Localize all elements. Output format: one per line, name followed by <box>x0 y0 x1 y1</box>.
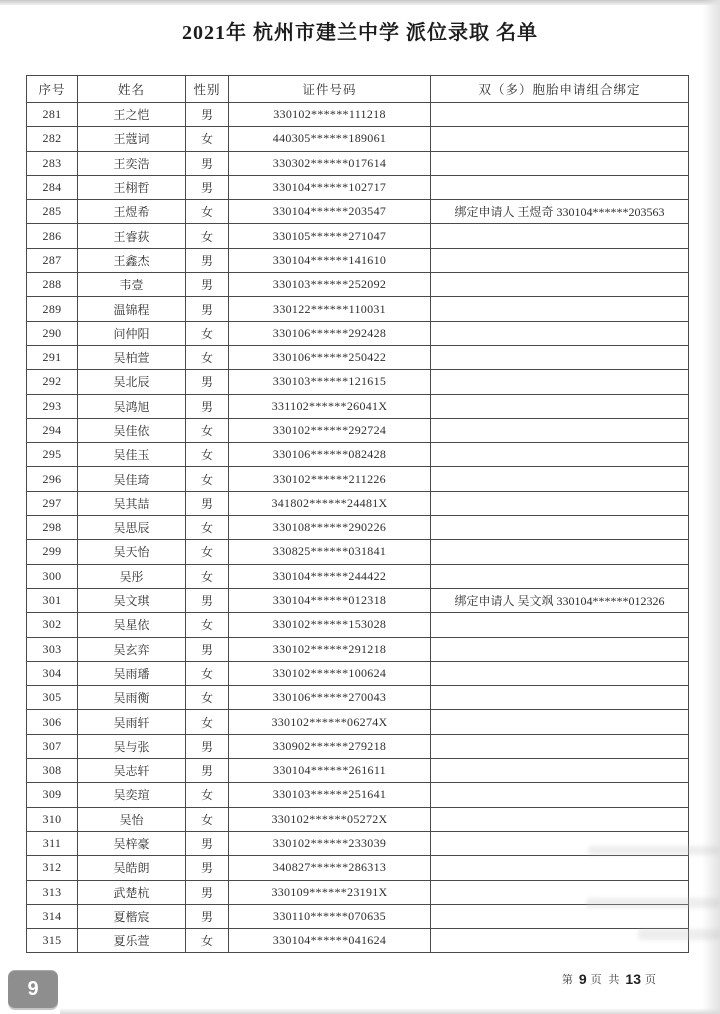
cell-no: 282 <box>27 127 78 151</box>
cell-gender: 女 <box>186 929 229 953</box>
cell-id: 330103******251641 <box>229 783 431 807</box>
cell-gender: 男 <box>186 248 229 272</box>
footer-page-number: 9 <box>578 971 587 987</box>
cell-binding <box>431 540 689 564</box>
cell-binding <box>431 783 689 807</box>
table-row <box>27 224 689 248</box>
cell-binding <box>431 491 689 515</box>
cell-name: 吴雨衡 <box>78 686 186 710</box>
cell-no: 283 <box>27 151 78 175</box>
cell-no: 300 <box>27 564 78 588</box>
cell-binding <box>431 637 689 661</box>
cell-id: 330102******05272X <box>229 807 431 831</box>
cell-id: 330102******211226 <box>229 467 431 491</box>
footer-text: 页 共 <box>590 974 622 986</box>
watermark-smudge <box>586 898 720 908</box>
cell-id: 330109******23191X <box>229 880 431 904</box>
cell-name: 吴文琪 <box>78 588 186 612</box>
cell-id: 330102******100624 <box>229 661 431 685</box>
cell-gender: 女 <box>186 516 229 540</box>
cell-name: 王蔻词 <box>78 127 186 151</box>
table-body <box>27 103 689 953</box>
cell-binding <box>431 175 689 199</box>
cell-gender: 女 <box>186 200 229 224</box>
cell-name: 吴其喆 <box>78 491 186 515</box>
cell-no: 304 <box>27 661 78 685</box>
cell-binding <box>431 807 689 831</box>
cell-binding <box>431 224 689 248</box>
table-row <box>27 151 689 175</box>
cell-gender: 男 <box>186 491 229 515</box>
table-row <box>27 637 689 661</box>
cell-gender: 男 <box>186 273 229 297</box>
cell-id: 330102******06274X <box>229 710 431 734</box>
table-row <box>27 175 689 199</box>
cell-gender: 女 <box>186 321 229 345</box>
cell-no: 308 <box>27 759 78 783</box>
cell-binding <box>431 686 689 710</box>
cell-name: 吴北辰 <box>78 370 186 394</box>
cell-no: 291 <box>27 345 78 369</box>
cell-id: 330104******261611 <box>229 759 431 783</box>
cell-no: 297 <box>27 491 78 515</box>
cell-no: 305 <box>27 686 78 710</box>
cell-id: 330104******041624 <box>229 929 431 953</box>
cell-no: 299 <box>27 540 78 564</box>
cell-gender: 男 <box>186 734 229 758</box>
cell-no: 285 <box>27 200 78 224</box>
cell-name: 吴怡 <box>78 807 186 831</box>
cell-binding <box>431 613 689 637</box>
cell-id: 330102******233039 <box>229 831 431 855</box>
cell-binding <box>431 370 689 394</box>
cell-name: 吴鸿旭 <box>78 394 186 418</box>
cell-name: 吴天怡 <box>78 540 186 564</box>
cell-id: 330102******292724 <box>229 418 431 442</box>
cell-name: 王睿荻 <box>78 224 186 248</box>
cell-name: 吴柏萱 <box>78 345 186 369</box>
cell-gender: 女 <box>186 783 229 807</box>
cell-gender: 女 <box>186 564 229 588</box>
cell-id: 330110******070635 <box>229 904 431 928</box>
table-row <box>27 103 689 127</box>
cell-id: 331102******26041X <box>229 394 431 418</box>
table-row <box>27 345 689 369</box>
page-footer <box>562 971 658 987</box>
cell-no: 315 <box>27 929 78 953</box>
table-row <box>27 564 689 588</box>
cell-id: 330825******031841 <box>229 540 431 564</box>
table-row <box>27 394 689 418</box>
cell-id: 330102******153028 <box>229 613 431 637</box>
footer-text: 第 <box>561 974 575 986</box>
cell-binding <box>431 418 689 442</box>
watermark-smudge <box>588 846 720 855</box>
cell-id: 330108******290226 <box>229 516 431 540</box>
cell-id: 330102******291218 <box>229 637 431 661</box>
cell-binding: 绑定申请人 王煜奇 330104******203563 <box>431 200 689 224</box>
cell-name: 吴佳依 <box>78 418 186 442</box>
table-row <box>27 686 689 710</box>
cell-binding <box>431 516 689 540</box>
cell-id: 330106******270043 <box>229 686 431 710</box>
cell-name: 吴奕瑄 <box>78 783 186 807</box>
table-row <box>27 297 689 321</box>
footer-total-pages: 13 <box>625 971 641 987</box>
cell-name: 吴梓豪 <box>78 831 186 855</box>
header-twin-binding: 双（多）胞胎申请组合绑定 <box>431 76 689 103</box>
cell-name: 吴佳玉 <box>78 443 186 467</box>
cell-id: 330104******203547 <box>229 200 431 224</box>
table-row <box>27 127 689 151</box>
cell-id: 440305******189061 <box>229 127 431 151</box>
cell-name: 韦壹 <box>78 273 186 297</box>
cell-id: 330122******110031 <box>229 297 431 321</box>
cell-binding <box>431 564 689 588</box>
admission-roster-table <box>26 75 689 953</box>
cell-gender: 女 <box>186 467 229 491</box>
table-row <box>27 734 689 758</box>
cell-gender: 男 <box>186 880 229 904</box>
cell-gender: 男 <box>186 637 229 661</box>
table-row <box>27 273 689 297</box>
cell-no: 289 <box>27 297 78 321</box>
cell-binding <box>431 103 689 127</box>
cell-binding <box>431 127 689 151</box>
cell-id: 340827******286313 <box>229 856 431 880</box>
cell-name: 吴与张 <box>78 734 186 758</box>
cell-no: 294 <box>27 418 78 442</box>
page-number-badge-label: 9 <box>27 978 39 1000</box>
cell-gender: 女 <box>186 807 229 831</box>
table-row <box>27 418 689 442</box>
cell-id: 330105******271047 <box>229 224 431 248</box>
cell-gender: 女 <box>186 686 229 710</box>
cell-binding <box>431 321 689 345</box>
cell-name: 王栩哲 <box>78 175 186 199</box>
cell-name: 王鑫杰 <box>78 248 186 272</box>
table-row <box>27 588 689 612</box>
cell-binding <box>431 151 689 175</box>
page-edge-bottom <box>60 1008 720 1014</box>
cell-name: 吴雨轩 <box>78 710 186 734</box>
header-name: 姓名 <box>78 76 186 103</box>
cell-no: 313 <box>27 880 78 904</box>
table-row <box>27 467 689 491</box>
cell-binding <box>431 734 689 758</box>
page-edge-top <box>0 0 720 5</box>
cell-binding: 绑定申请人 吴文飒 330104******012326 <box>431 588 689 612</box>
cell-no: 284 <box>27 175 78 199</box>
cell-id: 330103******121615 <box>229 370 431 394</box>
cell-id: 330102******111218 <box>229 103 431 127</box>
header-row <box>27 76 689 103</box>
cell-binding <box>431 759 689 783</box>
cell-name: 夏楷宸 <box>78 904 186 928</box>
table-row <box>27 200 689 224</box>
cell-id: 330104******244422 <box>229 564 431 588</box>
cell-name: 王之恺 <box>78 103 186 127</box>
cell-gender: 女 <box>186 613 229 637</box>
cell-gender: 男 <box>186 103 229 127</box>
cell-binding <box>431 394 689 418</box>
cell-no: 293 <box>27 394 78 418</box>
cell-gender: 女 <box>186 224 229 248</box>
cell-binding <box>431 856 689 880</box>
table-row <box>27 783 689 807</box>
cell-name: 夏乐萱 <box>78 929 186 953</box>
cell-gender: 女 <box>186 443 229 467</box>
cell-no: 310 <box>27 807 78 831</box>
cell-gender: 女 <box>186 127 229 151</box>
table-row <box>27 807 689 831</box>
cell-id: 330103******252092 <box>229 273 431 297</box>
header-no: 序号 <box>27 76 78 103</box>
cell-no: 303 <box>27 637 78 661</box>
table-row <box>27 661 689 685</box>
cell-name: 问仲阳 <box>78 321 186 345</box>
header-id-number: 证件号码 <box>229 76 431 103</box>
cell-gender: 男 <box>186 831 229 855</box>
cell-no: 311 <box>27 831 78 855</box>
cell-gender: 男 <box>186 370 229 394</box>
cell-gender: 男 <box>186 394 229 418</box>
cell-binding <box>431 273 689 297</box>
cell-no: 287 <box>27 248 78 272</box>
cell-binding <box>431 297 689 321</box>
cell-binding <box>431 345 689 369</box>
cell-binding <box>431 661 689 685</box>
cell-no: 296 <box>27 467 78 491</box>
footer-text: 页 <box>645 974 658 986</box>
cell-name: 吴皓朗 <box>78 856 186 880</box>
cell-name: 武楚杭 <box>78 880 186 904</box>
cell-no: 301 <box>27 588 78 612</box>
cell-gender: 女 <box>186 540 229 564</box>
watermark-smudge <box>638 929 720 940</box>
table-row <box>27 759 689 783</box>
table-row <box>27 929 689 953</box>
cell-gender: 男 <box>186 175 229 199</box>
page-title: 2021年 杭州市建兰中学 派位录取 名单 <box>182 22 538 44</box>
cell-name: 吴雨璠 <box>78 661 186 685</box>
cell-name: 王奕浩 <box>78 151 186 175</box>
cell-id: 330104******141610 <box>229 248 431 272</box>
cell-no: 306 <box>27 710 78 734</box>
cell-gender: 女 <box>186 661 229 685</box>
cell-no: 309 <box>27 783 78 807</box>
table-row <box>27 443 689 467</box>
cell-gender: 女 <box>186 345 229 369</box>
cell-gender: 女 <box>186 418 229 442</box>
table-row <box>27 248 689 272</box>
cell-id: 330106******292428 <box>229 321 431 345</box>
cell-no: 295 <box>27 443 78 467</box>
cell-no: 292 <box>27 370 78 394</box>
table-row <box>27 516 689 540</box>
cell-gender: 男 <box>186 904 229 928</box>
cell-no: 281 <box>27 103 78 127</box>
cell-no: 312 <box>27 856 78 880</box>
cell-gender: 男 <box>186 759 229 783</box>
cell-gender: 男 <box>186 588 229 612</box>
table-row <box>27 856 689 880</box>
cell-name: 吴志轩 <box>78 759 186 783</box>
cell-id: 330106******082428 <box>229 443 431 467</box>
cell-name: 吴玄弈 <box>78 637 186 661</box>
cell-gender: 男 <box>186 856 229 880</box>
cell-id: 330104******102717 <box>229 175 431 199</box>
header-gender: 性别 <box>186 76 229 103</box>
cell-name: 吴彤 <box>78 564 186 588</box>
cell-binding <box>431 710 689 734</box>
cell-no: 314 <box>27 904 78 928</box>
table-row <box>27 321 689 345</box>
cell-id: 330302******017614 <box>229 151 431 175</box>
cell-binding <box>431 467 689 491</box>
cell-binding <box>431 443 689 467</box>
cell-id: 341802******24481X <box>229 491 431 515</box>
cell-no: 302 <box>27 613 78 637</box>
table-row <box>27 370 689 394</box>
cell-gender: 男 <box>186 151 229 175</box>
table-row <box>27 710 689 734</box>
cell-name: 吴思辰 <box>78 516 186 540</box>
page-number-badge[interactable] <box>8 970 58 1008</box>
cell-no: 290 <box>27 321 78 345</box>
cell-binding <box>431 248 689 272</box>
table-row <box>27 540 689 564</box>
cell-no: 307 <box>27 734 78 758</box>
table-row <box>27 613 689 637</box>
cell-no: 286 <box>27 224 78 248</box>
cell-name: 温锦程 <box>78 297 186 321</box>
cell-id: 330106******250422 <box>229 345 431 369</box>
cell-id: 330104******012318 <box>229 588 431 612</box>
cell-no: 288 <box>27 273 78 297</box>
cell-gender: 男 <box>186 297 229 321</box>
page-edge-right <box>702 0 720 1014</box>
cell-no: 298 <box>27 516 78 540</box>
table-row <box>27 491 689 515</box>
cell-gender: 女 <box>186 710 229 734</box>
cell-name: 吴星依 <box>78 613 186 637</box>
cell-name: 王煜希 <box>78 200 186 224</box>
cell-id: 330902******279218 <box>229 734 431 758</box>
cell-name: 吴佳琦 <box>78 467 186 491</box>
